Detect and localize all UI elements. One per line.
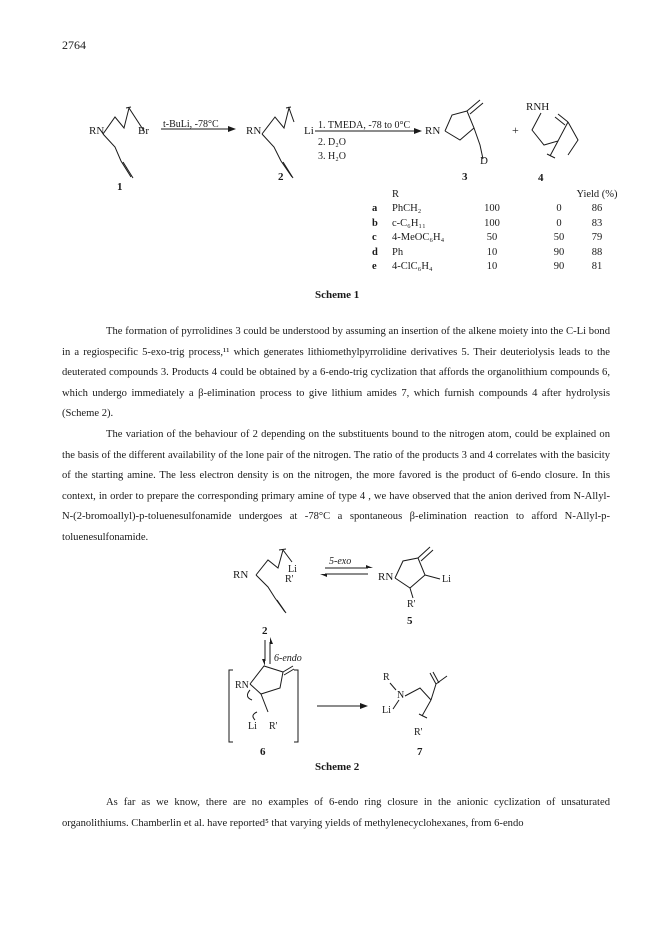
table-row: a PhCH₂ 100 0 86 bbox=[372, 203, 603, 215]
6-endo-label: 6-endo bbox=[274, 653, 302, 664]
table-row: e 4-ClC₆H₄ 10 90 81 bbox=[372, 261, 603, 273]
rn-label: RN bbox=[233, 569, 249, 581]
li-label: Li bbox=[382, 705, 391, 716]
r-prime-label: R' bbox=[285, 574, 294, 585]
rn-label: RN bbox=[235, 680, 249, 691]
li-label: Li bbox=[288, 564, 297, 575]
rnh-label: RNH bbox=[526, 101, 550, 113]
rn-label: RN bbox=[89, 125, 105, 137]
d-label: D bbox=[480, 155, 488, 167]
rn-label: RN bbox=[246, 125, 262, 137]
r-header: R bbox=[392, 189, 400, 200]
compound-5-number: 5 bbox=[407, 615, 413, 627]
5-exo-label: 5-exo bbox=[329, 556, 352, 567]
li-label: Li bbox=[304, 125, 314, 137]
compound-6-structure bbox=[229, 666, 298, 742]
compound-3-structure bbox=[445, 100, 483, 159]
body-text-lower bbox=[62, 793, 610, 834]
compound-6-number: 6 bbox=[260, 746, 266, 758]
scheme2-compound-2-number: 2 bbox=[262, 625, 268, 637]
paragraph-2: The variation of the behaviour of 2 depending on the substituents bound to the nitrogen atom, could be explained on the basis of the different availability of the lone pair of the nitrogen. The ratio of the products 3 and 4 correlates with the basicity of the starting amine. The less electron density is on the nitrogen, the more favored is the product of 6-endo closure. In this context, in order to prepare the corresponding primary amine of type 4 , we have observed that the anion derived from N-Allyl-N-(2-bromoallyl)-p-toluenesulfonamide undergoes at -78°C a spontaneous β-elimination reaction to afford N-Allyl-p-toluenesulfonamide. bbox=[62, 428, 610, 543]
compound-1-number: 1 bbox=[117, 181, 123, 193]
arrow2-step-2: 2. D₂O bbox=[318, 137, 346, 148]
arrow1-label: t-BuLi, -78°C bbox=[163, 119, 219, 130]
paragraph-3: As far as we know, there are no examples of 6-endo ring closure in the anionic cyclization of unsaturated organolithiums. Chamberlin et al. have reported⁵ that varying yields of methylenecyclohexanes, from 6-endo bbox=[62, 797, 610, 829]
scheme2-caption: Scheme 2 bbox=[315, 761, 360, 773]
page-number: 2764 bbox=[62, 38, 86, 52]
table-row: d Ph 10 90 88 bbox=[372, 246, 603, 258]
r-label: R bbox=[383, 672, 390, 683]
scheme1-caption: Scheme 1 bbox=[315, 289, 360, 301]
rn-label: RN bbox=[378, 571, 394, 583]
br-label: Br bbox=[138, 125, 149, 137]
body-text-upper bbox=[62, 322, 610, 549]
r-prime-label: R' bbox=[414, 727, 423, 738]
compound-4-number: 4 bbox=[538, 172, 544, 184]
n-label: N bbox=[397, 690, 405, 701]
r-prime-label: R' bbox=[407, 599, 416, 610]
plus-sign: + bbox=[512, 123, 519, 137]
compound-5-structure bbox=[395, 547, 440, 598]
compound-7-number: 7 bbox=[417, 746, 423, 758]
li-label: Li bbox=[248, 721, 257, 732]
li-label: Li bbox=[442, 574, 451, 585]
compound-3-number: 3 bbox=[462, 171, 468, 183]
scheme1-yield-table bbox=[372, 188, 618, 274]
compound-1-structure bbox=[103, 107, 144, 178]
arrow2-step-3: 3. H₂O bbox=[318, 151, 346, 162]
arrow2-step-1: 1. TMEDA, -78 to 0°C bbox=[318, 120, 411, 131]
compound-4-structure bbox=[532, 113, 578, 158]
table-row: b c-C₆H₁₁ 100 0 83 bbox=[372, 217, 603, 229]
r-prime-label: R' bbox=[269, 721, 278, 732]
table-row: c 4-MeOC₆H₄ 50 50 79 bbox=[372, 232, 603, 244]
paragraph-1: The formation of pyrrolidines 3 could be understood by assuming an insertion of the alkene moiety into the C-Li bond in a regiospecific 5-exo-trig process,¹¹ which generates lithiomethylpyrrolidine derivatives 5. Their deuteriolysis leads to the deuterated compounds 3. Products 4 could be obtained by a 6-endo-trig cyclization that affords the organolithium compounds 6, which undergo immediately a β-elimination process to give lithium amides 7, which furnish compounds 4 after hydrolysis (Scheme 2). bbox=[62, 326, 610, 420]
rn-label: RN bbox=[425, 125, 441, 137]
table-header-row bbox=[372, 188, 618, 202]
yield-header: Yield (%) bbox=[576, 189, 618, 200]
compound-2-structure bbox=[262, 107, 294, 178]
compound-2-number: 2 bbox=[278, 171, 284, 183]
